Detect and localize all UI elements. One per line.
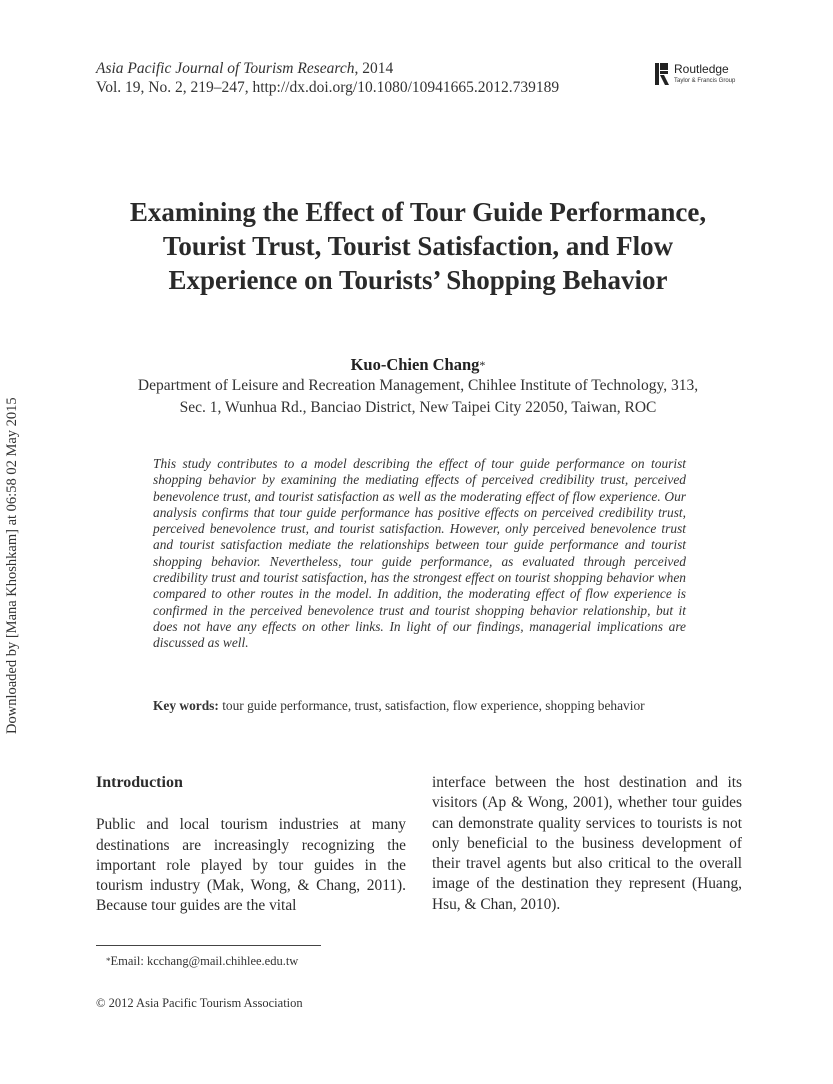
routledge-logo-icon	[653, 62, 670, 86]
body-column-right	[432, 773, 742, 915]
body-paragraph: Public and local tourism industries at many destinations are increasingly recognizing the important role played by tour guides in the tourism industry (Mak, Wong, & Chang, 2011). Because tour guides are the vital	[96, 816, 406, 915]
author-line	[96, 355, 740, 375]
body-paragraph: interface between the host destination and its visitors (Ap & Wong, 2001), whether tour guides can demonstrate quality services to tourists is not only beneficial to the business development of their travel agents but also critical to the overall image of the destination they represent (Huang, Hsu, & Chan, 2010).	[432, 774, 742, 913]
author-name: Kuo-Chien Chang	[350, 355, 480, 374]
affiliation-line: Department of Leisure and Recreation Management, Chihlee Institute of Technology, 313,	[137, 377, 699, 394]
title-line: Tourist Trust, Tourist Satisfaction, and Flow	[162, 231, 674, 261]
footnote-email: Email: kcchang@mail.chihlee.edu.tw	[110, 954, 299, 968]
keywords-label: Key words:	[153, 698, 219, 713]
keywords-list: tour guide performance, trust, satisfaction, flow experience, shopping behavior	[218, 698, 645, 713]
keywords	[153, 697, 686, 714]
journal-name: Asia Pacific Journal of Tourism Research	[96, 60, 355, 77]
footnote	[106, 953, 298, 969]
author-affiliation	[96, 375, 740, 419]
body-column-left	[96, 773, 406, 917]
abstract: This study contributes to a model describing the effect of tour guide performance on tourist shopping behavior by examining the mediating effects of perceived credibility trust, perceived benevolence trust, and tourist satisfaction as well as the moderating effect of flow experience. Our analysis confirms that tour guide performance has positive effects on perceived credibility trust, perceived benevolence trust, and tourist satisfaction. However, only perceived benevolence trust and tourist satisfaction mediate the relationships between tour guide performance and tourist shopping behavior. Nevertheless, tour guide performance, as evaluated through perceived credibility trust and tourist satisfaction, has the strongest effect on tourist shopping behavior when compared to other routes in the model. In addition, the moderating effect of flow experience is confirmed in the perceived benevolence trust and tourist shopping behavior relationship, but it does not have any effects on other links. In light of our findings, managerial implications are discussed as well.	[153, 456, 686, 651]
copyright-notice: © 2012 Asia Pacific Tourism Association	[96, 996, 303, 1010]
download-watermark: Downloaded by [Mana Khoshkam] at 06:58 02 May 2015	[4, 397, 20, 734]
publisher-name: Routledge	[674, 62, 729, 76]
journal-volume-line: Vol. 19, No. 2, 219–247, http://dx.doi.org/10.1080/10941665.2012.739189	[96, 79, 560, 96]
section-heading: Introduction	[96, 774, 183, 791]
journal-header	[96, 59, 559, 97]
title-line: Experience on Tourists’ Shopping Behavior	[168, 265, 668, 295]
publisher-group: Taylor & Francis Group	[674, 78, 736, 84]
affiliation-line: Sec. 1, Wunhua Rd., Banciao District, New Taipei City 22050, Taiwan, ROC	[179, 399, 657, 416]
journal-citation-line	[96, 59, 559, 78]
article-title	[96, 195, 740, 297]
author-footnote-mark: *	[479, 358, 486, 372]
title-line: Examining the Effect of Tour Guide Performance,	[129, 197, 707, 227]
journal-year: , 2014	[354, 60, 394, 77]
publisher-logo	[653, 62, 753, 90]
footnote-divider	[96, 945, 321, 946]
footnote-mark: *	[106, 956, 111, 966]
